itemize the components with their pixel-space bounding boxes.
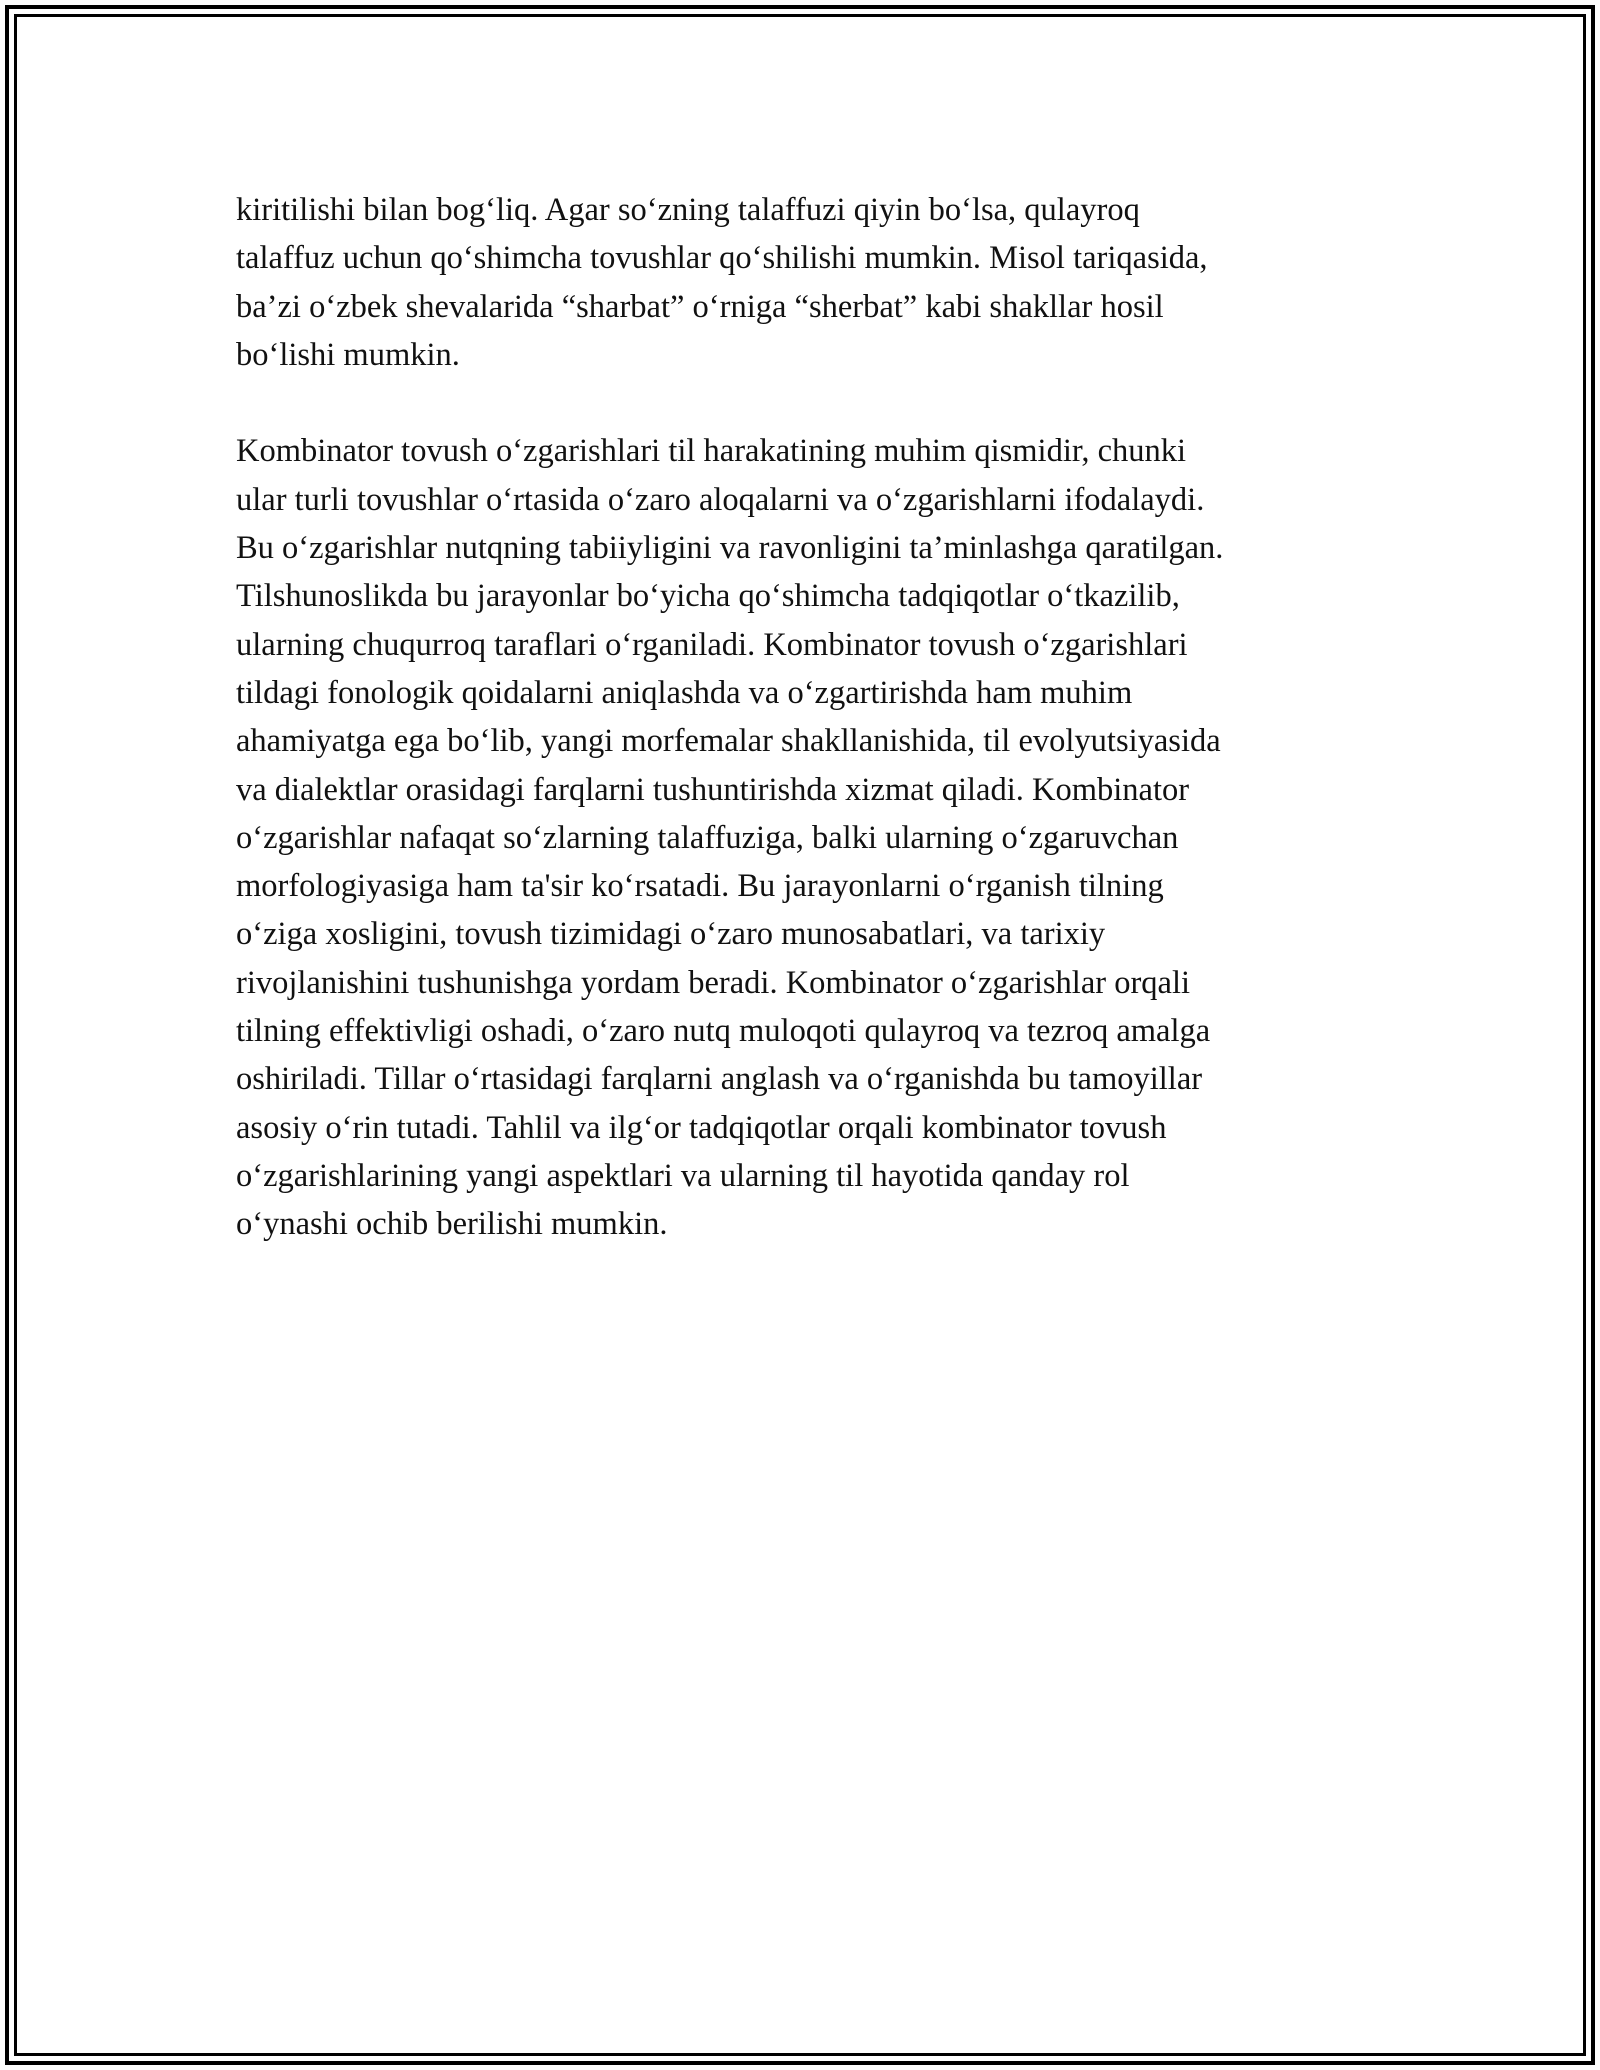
text-line: kiritilishi bilan bog‘liq. Agar so‘zning talaffuzi qiyin bo‘lsa, qulayroq [236,192,1140,228]
text-line: o‘zgarishlar nafaqat so‘zlarning talaffuziga, balki ularning o‘zgaruvchan [236,819,1179,856]
text-line: ahamiyatga ega bo‘lib, yangi morfemalar shakllanishida, til evolyutsiyasida [236,723,1221,760]
text-line: talaffuz uchun qo‘shimcha tovushlar qo‘shilishi mumkin. Misol tariqasida, [236,240,1208,277]
text-line: Tilshunoslikda bu jarayonlar bo‘yicha qo‘shimcha tadqiqotlar o‘tkazilib, [236,578,1180,615]
text-line: Bu o‘zgarishlar nutqning tabiiyligini va ravonligini ta’minlashga qaratilgan. [236,530,1224,567]
text-line: tilning effektivligi oshadi, o‘zaro nutq muloqoti qulayroq va tezroq amalga [236,1013,1211,1050]
text-line: o‘zgarishlarining yangi aspektlari va ularning til hayotida qanday rol [236,1157,1130,1194]
text-line: asosiy o‘rin tutadi. Tahlil va ilg‘or tadqiqotlar orqali kombinator tovush [236,1109,1167,1146]
text-line: tildagi fonologik qoidalarni aniqlashda va o‘zgartirishda ham muhim [236,674,1133,711]
text-line: oshiriladi. Tillar o‘rtasidagi farqlarni anglash va o‘rganishda bu tamoyillar [236,1061,1203,1098]
text-line: ba’zi o‘zbek shevalarida “sharbat” o‘rniga “sherbat” kabi shakllar hosil [236,288,1164,325]
text-line: bo‘lishi mumkin. [236,336,460,373]
text-line: ular turli tovushlar o‘rtasida o‘zaro aloqalarni va o‘zgarishlarni ifodalaydi. [236,481,1205,518]
paragraph-1 [236,186,1366,379]
text-line: ularning chuqurroq taraflari o‘rganiladi. Kombinator tovush o‘zgarishlari [236,626,1188,663]
text-line: rivojlanishini tushunishga yordam beradi. Kombinator o‘zgarishlar orqali [236,964,1191,1001]
text-line: o‘ziga xosligini, tovush tizimidagi o‘zaro munosabatlari, va tarixiy [236,916,1106,953]
text-line: Kombinator tovush o‘zgarishlari til harakatining muhim qismidir, chunki [236,433,1187,470]
document-body [236,186,1366,1297]
text-line: va dialektlar orasidagi farqlarni tushuntirishda xizmat qiladi. Kombinator [236,771,1190,808]
text-line: morfologiyasiga ham ta'sir ko‘rsatadi. Bu jarayonlarni o‘rganish tilning [236,868,1164,905]
text-line: o‘ynashi ochib berilishi mumkin. [236,1206,668,1243]
paragraph-2 [236,427,1366,1248]
